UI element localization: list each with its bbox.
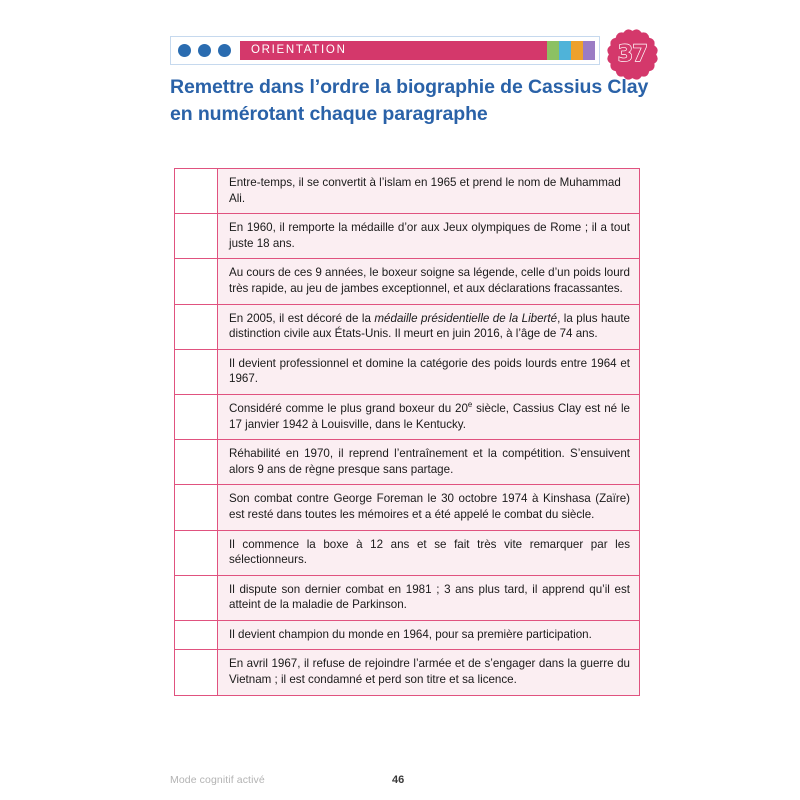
- swatch-blue-icon: [559, 41, 571, 60]
- paragraph-number-cell[interactable]: [175, 349, 218, 394]
- table-row: [175, 575, 640, 620]
- table-row: [175, 259, 640, 304]
- swatch-orange-icon: [571, 41, 583, 60]
- table-row: [175, 349, 640, 394]
- paragraph-text-cell: Au cours de ces 9 années, le boxeur soigne sa légende, celle d’un poids lourd très rapide, au jeu de jambes exceptionnel, et aux déclarations fracassantes.: [218, 259, 640, 304]
- dot-group: [175, 44, 240, 57]
- table-row: [175, 394, 640, 439]
- table-row: [175, 650, 640, 695]
- exercise-number-label: 37: [617, 42, 648, 67]
- table-row: [175, 620, 640, 650]
- category-header-band: [170, 36, 600, 65]
- paragraph-text-cell: Considéré comme le plus grand boxeur du 20e siècle, Cassius Clay est né le 17 janvier 1942 à Louisville, dans le Kentucky.: [218, 394, 640, 439]
- ordering-exercise-table: [174, 168, 640, 696]
- paragraph-text-cell: Il devient professionnel et domine la catégorie des poids lourds entre 1964 et 1967.: [218, 349, 640, 394]
- bullet-dot-icon: [178, 44, 191, 57]
- paragraph-text-cell: Réhabilité en 1970, il reprend l’entraînement et la compétition. S’ensuivent alors 9 ans de règne presque sans partage.: [218, 440, 640, 485]
- paragraph-number-cell[interactable]: [175, 575, 218, 620]
- paragraph-text-cell: Il commence la boxe à 12 ans et se fait très vite remarquer par les sélectionneurs.: [218, 530, 640, 575]
- footer-page-number: 46: [392, 774, 405, 786]
- table-row: [175, 485, 640, 530]
- paragraph-number-cell[interactable]: [175, 214, 218, 259]
- page-title-line2: en numérotant chaque paragraphe: [170, 103, 488, 125]
- category-bar: [240, 41, 547, 60]
- table-row: [175, 304, 640, 349]
- paragraph-number-cell[interactable]: [175, 530, 218, 575]
- paragraph-text-cell: En 1960, il remporte la médaille d’or aux Jeux olympiques de Rome ; il a tout juste 18 ans.: [218, 214, 640, 259]
- bullet-dot-icon: [198, 44, 211, 57]
- swatch-purple-icon: [583, 41, 595, 60]
- paragraph-text-cell: Son combat contre George Foreman le 30 octobre 1974 à Kinshasa (Zaïre) est resté dans toutes les mémoires et a été appelé le combat du siècle.: [218, 485, 640, 530]
- paragraph-number-cell[interactable]: [175, 259, 218, 304]
- paragraph-number-cell[interactable]: [175, 304, 218, 349]
- table-row: [175, 440, 640, 485]
- paragraph-number-cell[interactable]: [175, 394, 218, 439]
- color-swatch-group: [547, 41, 595, 60]
- footer-note: Mode cognitif activé: [170, 774, 265, 786]
- paragraph-text-cell: Il dispute son dernier combat en 1981 ; 3 ans plus tard, il apprend qu’il est atteint de la maladie de Parkinson.: [218, 575, 640, 620]
- table-row: [175, 214, 640, 259]
- paragraph-number-cell[interactable]: [175, 485, 218, 530]
- paragraph-number-cell[interactable]: [175, 440, 218, 485]
- page-title-line1: Remettre dans l’ordre la biographie de Cassius Clay: [170, 76, 649, 98]
- paragraph-text-cell: Il devient champion du monde en 1964, pour sa première participation.: [218, 620, 640, 650]
- table-row: [175, 169, 640, 214]
- paragraph-number-cell[interactable]: [175, 650, 218, 695]
- paragraph-text-cell: En avril 1967, il refuse de rejoindre l’armée et de s’engager dans la guerre du Vietnam ; il est condamné et perd son titre et sa licence.: [218, 650, 640, 695]
- page-title: [170, 74, 670, 128]
- paragraph-text-cell: Entre-temps, il se convertit à l’islam en 1965 et prend le nom de Muhammad Ali.: [218, 169, 640, 214]
- category-label: ORIENTATION: [251, 43, 347, 56]
- paragraph-number-cell[interactable]: [175, 620, 218, 650]
- swatch-green-icon: [547, 41, 559, 60]
- table-row: [175, 530, 640, 575]
- table-body: [175, 169, 640, 696]
- paragraph-number-cell[interactable]: [175, 169, 218, 214]
- bullet-dot-icon: [218, 44, 231, 57]
- paragraph-text-cell: En 2005, il est décoré de la médaille présidentielle de la Liberté, la plus haute distinction civile aux États-Unis. Il meurt en juin 2016, à l’âge de 74 ans.: [218, 304, 640, 349]
